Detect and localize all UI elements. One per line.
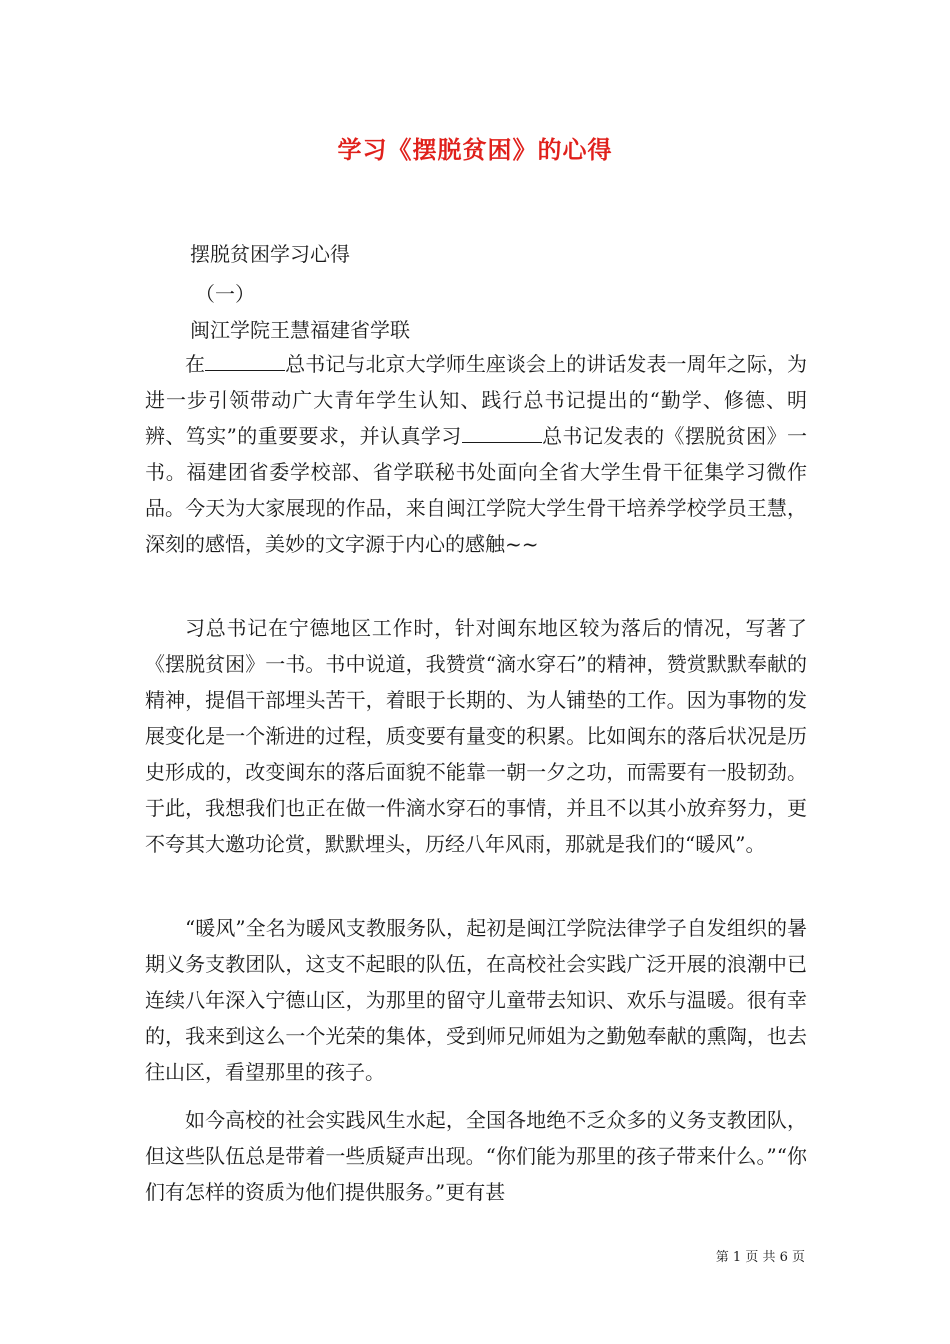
paragraph-3: “暖风”全名为暖风支教服务队，起初是闽江学院法律学子自发组织的暑期义务支教团队，这支不起眼的队伍，在高校社会实践广泛开展的浪潮中已连续八年深入宁德山区，为那里的留守儿童带去知识、欢乐与温暖。很有幸的，我来到这么一个光荣的集体，受到师兄师姐为之勤勉奉献的熏陶，也去往山区，看望那里的孩子。 [145,916,807,1084]
paragraph-intro-start: 在 [185,352,206,376]
page-number: 第 1 页 共 6 页 [715,1250,805,1265]
paragraph-4: 如今高校的社会实践风生水起，全国各地绝不乏众多的义务支教团队，但这些队伍总是带着一些质疑声出现。“你们能为那里的孩子带来什么。”“你们有怎样的资质为他们提供服务。”更有甚 [145,1108,807,1204]
author-line: 闽江学院王慧福建省学联 [190,318,410,342]
section-marker: （一） [195,282,255,306]
document-title: 学习《摆脱贫困》的心得 [337,135,613,164]
paragraph-intro [145,346,807,562]
paragraph-2: 习总书记在宁德地区工作时，针对闽东地区较为落后的情况，写著了《摆脱贫困》一书。书中说道，我赞赏“滴水穿石”的精神，赞赏默默奉献的精神，提倡干部埋头苦干，着眼于长期的、为人铺垫的工作。因为事物的发展变化是一个渐进的过程，质变要有量变的积累。比如闽东的落后状况是历史形成的，改变闽东的落后面貌不能靠一朝一夕之功，而需要有一股韧劲。于此，我想我们也正在做一件滴水穿石的事情，并且不以其小放弃努力，更不夸其大邀功论赏，默默埋头，历经八年风雨，那就是我们的“暖风”。 [145,616,807,856]
blank-underline [462,424,542,443]
document-subtitle: 摆脱贫困学习心得 [190,242,350,266]
paragraph-intro-end: 总书记发表的《摆脱贫困》一书。福建团省委学校部、省学联秘书处面向全省大学生骨干征集学习微作品。今天为大家展现的作品，来自闽江学院大学生骨干培养学校学员王慧，深刻的感悟，美妙的文字源于内心的感触~~ [145,424,807,556]
paragraph-intro-middle: 总书记与北京大学师生座谈会上的讲话发表一周年之际，为进一步引领带动广大青年学生认知、践行总书记提出的“勤学、修德、明辨、笃实”的重要要求，并认真学习 [145,352,808,448]
blank-underline [205,352,285,371]
